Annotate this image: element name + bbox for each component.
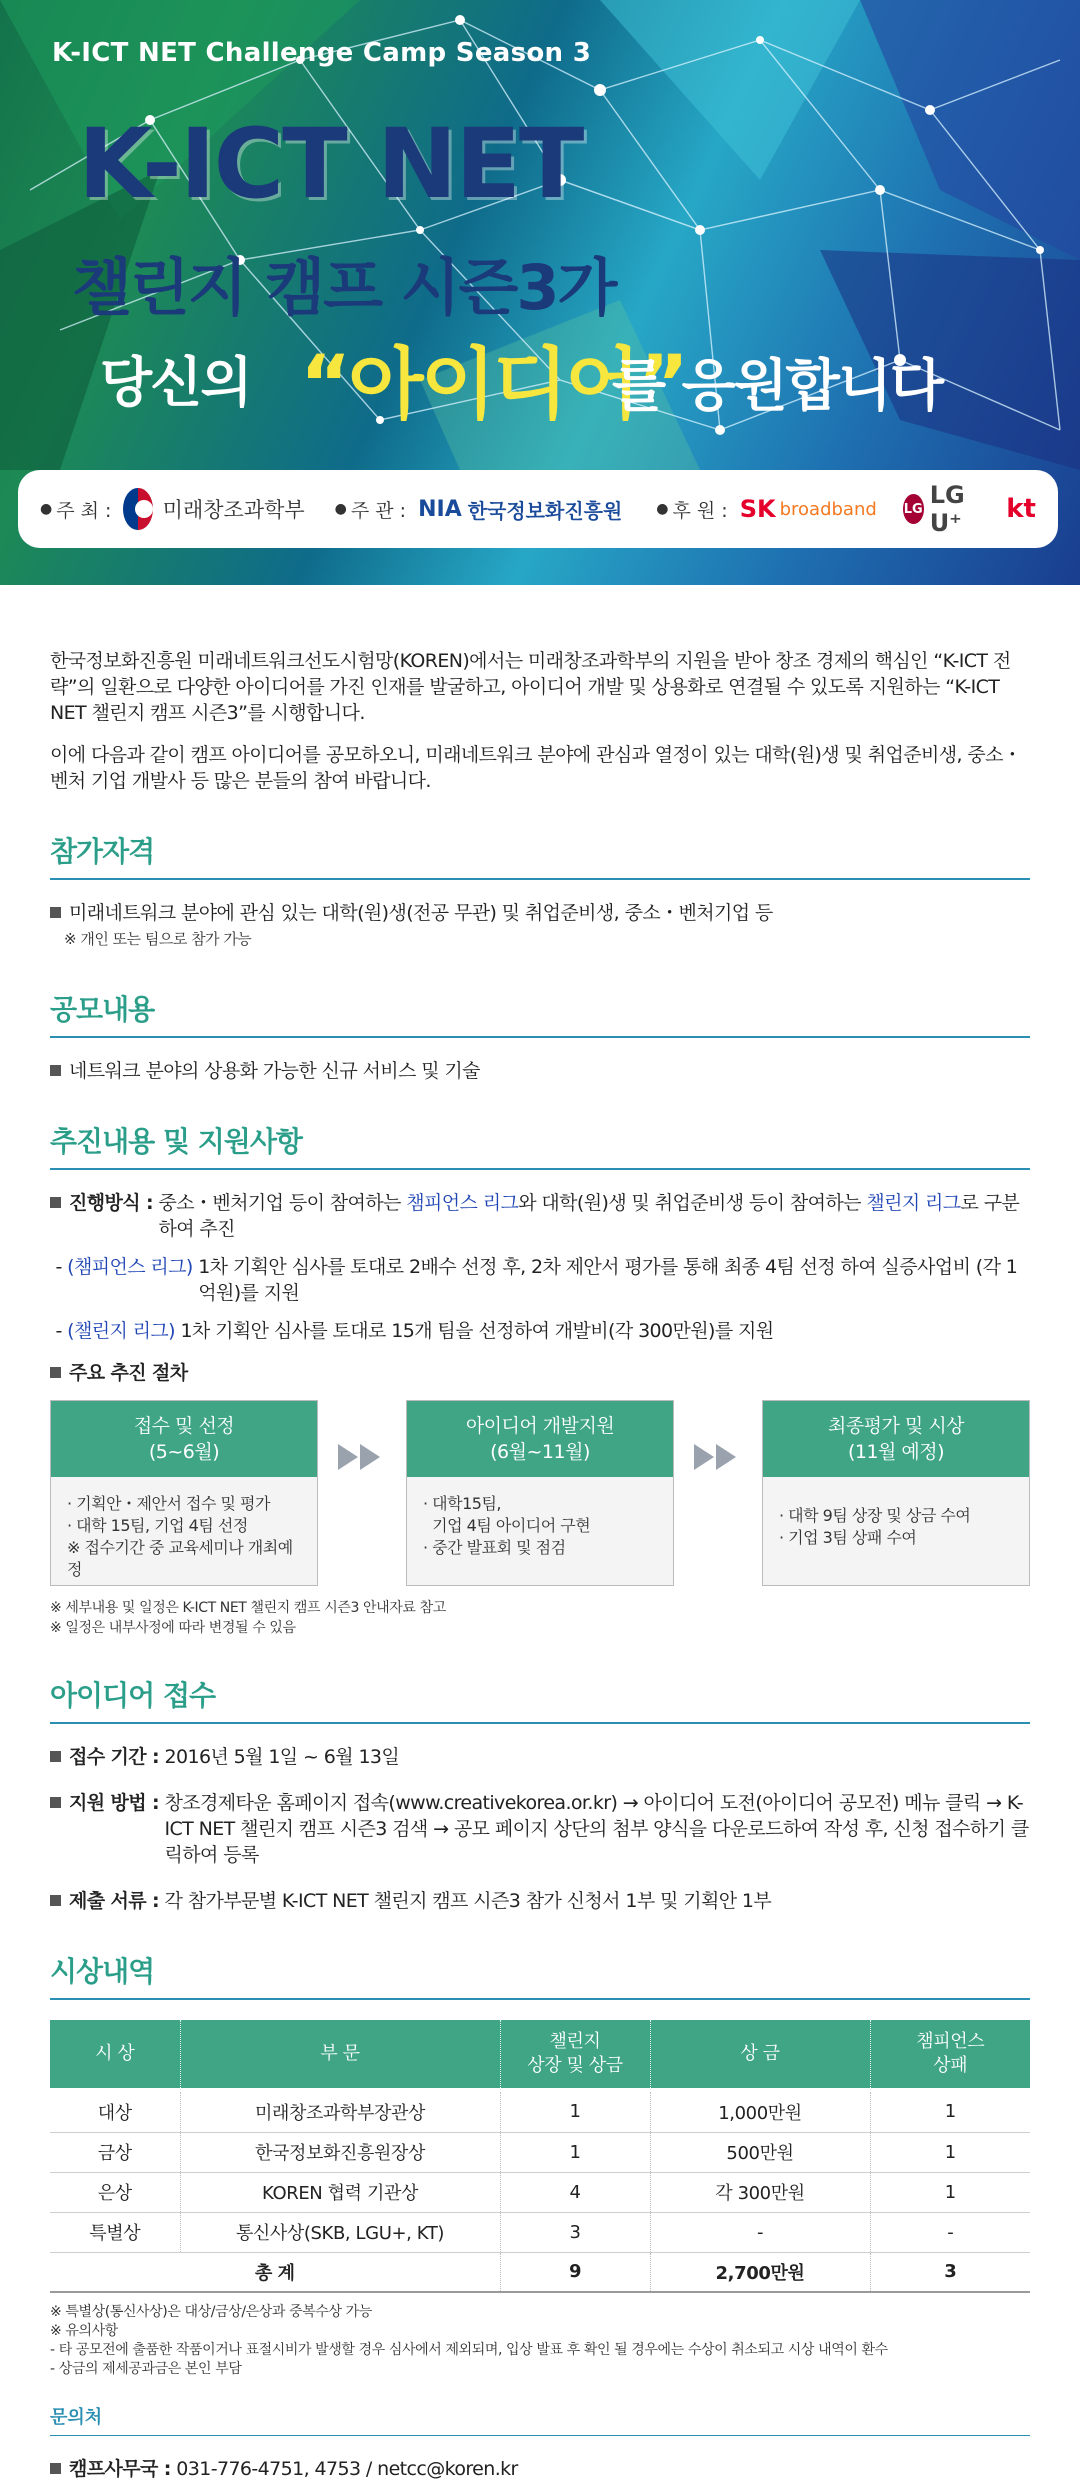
apply-method-text: 창조경제타운 홈페이지 접속(www.creativekorea.or.kr) → 아이디어 도전(아이디어 공모전) 메뉴 클릭 → K-ICT NET 챌린지 캠프 시즌3 검색 → 공모 페이지 상단의 첨부 양식을 다운로드하여 작성 후, 신청 접수하기 클릭하여 등록 [164, 1792, 1029, 1866]
organizer-name: 한국정보화진흥원 [467, 498, 623, 523]
table-cell: 특별상 [50, 2212, 180, 2252]
hero-title: K-ICT NET [78, 108, 583, 220]
table-cell: 미래창조과학부장관상 [180, 2092, 500, 2132]
square-bullet-icon [50, 2463, 61, 2474]
footnote: - 상금의 제세공과금은 본인 부담 [50, 2361, 242, 2377]
table-cell: 한국정보화진흥원장상 [180, 2132, 500, 2172]
table-cell: 3 [500, 2212, 650, 2252]
square-bullet-icon [50, 1367, 61, 1378]
total-label: 총 계 [50, 2252, 500, 2292]
steps-heading: 주요 추진 절차 [50, 1360, 1030, 1386]
section-title: 공모내용 [50, 988, 1030, 1038]
table-cell: 4 [500, 2172, 650, 2212]
government-emblem-icon [123, 488, 152, 530]
table-header-row [50, 2020, 1030, 2088]
schedule-note: ※ 세부내용 및 일정은 K-ICT NET 챌린지 캠프 시즌3 안내자료 참고 [50, 1600, 446, 1616]
table-header: 부 문 [180, 2020, 500, 2088]
season-label: K-ICT NET Challenge Camp Season 3 [52, 38, 592, 68]
awards-section [50, 1950, 1030, 2379]
section-title: 참가자격 [50, 830, 1030, 880]
progress-section [50, 1120, 1030, 1638]
method-item [50, 1190, 1030, 1242]
step-line: · 대학 15팀, 기업 4팀 선정 [67, 1516, 248, 1535]
challenge-text: 1차 기획안 심사를 토대로 15개 팀을 선정하여 개발비(각 300만원)를 지원 [180, 1320, 774, 1342]
table-cell: 금상 [50, 2132, 180, 2172]
contact-title: 문의처 [50, 2403, 1030, 2436]
contest-section [50, 988, 1030, 1084]
step-title: 최종평가 및 시상 [827, 1415, 965, 1437]
table-cell: 1 [500, 2092, 650, 2132]
square-bullet-icon [50, 1895, 61, 1906]
lg-uplus-name: LG U⁺ [929, 481, 965, 537]
table-cell: 3 [870, 2252, 1030, 2292]
table-cell: 1,000만원 [650, 2092, 870, 2132]
square-bullet-icon [50, 1751, 61, 1762]
apply-section [50, 1674, 1030, 1914]
eligibility-section [50, 830, 1030, 952]
table-cell: 1 [500, 2132, 650, 2172]
table-row [50, 2212, 1030, 2252]
host-label: 주 최 : [56, 499, 112, 522]
method-text: 중소・벤처기업 등이 참여하는 챔피언스 리그와 대학(원)생 및 취업준비생 등이 참여하는 챌린지 리그로 구분하여 추진 [158, 1192, 1020, 1240]
method-label: 진행방식 : [69, 1192, 154, 1214]
table-header: 챔피언스 상패 [870, 2020, 1030, 2088]
awards-table [50, 2020, 1030, 2293]
table-cell: 9 [500, 2252, 650, 2292]
table-total-row [50, 2252, 1030, 2292]
step-period: (5~6월) [148, 1441, 220, 1463]
hero-subtitle: 챌린지 캠프 시즌3가 [72, 251, 616, 324]
step-line: · 대학15팀, [423, 1494, 501, 1513]
table-cell: 대상 [50, 2092, 180, 2132]
hero-tagline-prefix: 당신의 [100, 351, 251, 414]
table-cell: 2,700만원 [650, 2252, 870, 2292]
footnote: ※ 유의사항 [50, 2323, 118, 2339]
intro-paragraph: 이에 다음과 같이 캠프 아이디어를 공모하오니, 미래네트워크 분야에 관심과 열정이 있는 대학(원)생 및 취업준비생, 중소・벤처 기업 개발사 등 많은 분들의 참여 바랍니다. [50, 744, 1022, 792]
hero-tagline-suffix: 를 응원합니다 [612, 354, 943, 419]
step-period: (11월 예정) [847, 1441, 945, 1463]
process-flow [50, 1400, 1030, 1586]
nia-logo: NIA [418, 496, 462, 522]
awards-footnotes [50, 2303, 1030, 2379]
champions-text: 1차 기획안 심사를 토대로 2배수 선정 후, 2차 제안서 평가를 통해 최종 4팀 선정 하여 실증사업비 (각 1억원)를 지원 [198, 1256, 1018, 1304]
challenge-item: - (챌린지 리그) 1차 기획안 심사를 토대로 15개 팀을 선정하여 개발비(각 300만원)를 지원 [50, 1318, 1030, 1344]
sk-logo: SK [739, 495, 776, 523]
bullet-dot: ● [334, 501, 347, 517]
section-title: 아이디어 접수 [50, 1674, 1030, 1724]
table-cell: - [870, 2212, 1030, 2252]
hero-banner [0, 0, 1080, 585]
table-header: 챌린지 상장 및 상금 [500, 2020, 650, 2088]
intro-paragraph: 한국정보화진흥원 미래네트워크선도시험망(KOREN)에서는 미래창조과학부의 지원을 받아 창조 경제의 핵심인 “K-ICT 전략”의 일환으로 다양한 아이디어를 가진 인재를 발굴하고, 아이디어 개발 및 상용화로 연결될 수 있도록 지원하는 “K-ICT NET 챌린지 캠프 시즌3”를 시행합니다. [50, 650, 1011, 724]
main-content [50, 648, 1030, 2482]
square-bullet-icon [50, 1197, 61, 1208]
contest-item [50, 1058, 1030, 1084]
contest-text: 네트워크 분야의 상용화 가능한 신규 서비스 및 기술 [69, 1060, 480, 1082]
schedule-note: ※ 일정은 내부사정에 따라 변경될 수 있음 [50, 1620, 296, 1636]
table-row [50, 2092, 1030, 2132]
footnote: - 타 공모전에 출품한 작품이거나 표절시비가 발생할 경우 심사에서 제외되며, 입상 발표 후 확인 될 경우에는 수상이 취소되고 시상 내역이 환수 [50, 2342, 888, 2358]
bullet-dot: ● [40, 501, 53, 517]
eligibility-text: 미래네트워크 분야에 관심 있는 대학(원)생(전공 무관) 및 취업준비생, 중소・벤처기업 등 [69, 902, 773, 924]
step-line: · 기업 3팀 상패 수여 [779, 1528, 917, 1547]
apply-period: 접수 기간 : 2016년 5월 1일 ~ 6월 13일 [50, 1744, 1030, 1770]
table-cell: 1 [870, 2172, 1030, 2212]
step-line: · 기획안・제안서 접수 및 평가 [67, 1494, 270, 1513]
table-cell: 통신사상(SKB, LGU+, KT) [180, 2212, 500, 2252]
footnote: ※ 특별상(통신사상)은 대상/금상/은상과 중복수상 가능 [50, 2304, 372, 2320]
organizer-label: 주 관 : [350, 499, 407, 522]
kt-logo: kt [1006, 494, 1036, 524]
support-label: 후 원 : [672, 499, 728, 522]
section-title: 추진내용 및 지원사항 [50, 1120, 1030, 1170]
section-title: 시상내역 [50, 1950, 1030, 2000]
host-name: 미래창조과학부 [162, 498, 305, 522]
table-cell: 은상 [50, 2172, 180, 2212]
table-cell: 각 300만원 [650, 2172, 870, 2212]
challenge-league-label: 챌린지 리그 [866, 1192, 961, 1214]
apply-docs: 제출 서류 : 각 참가부문별 K-ICT NET 챌린지 캠프 시즌3 참가 신청서 1부 및 기획안 1부 [50, 1888, 1030, 1914]
sk-broadband-name: broadband [779, 498, 877, 520]
step-box [406, 1400, 674, 1586]
lg-logo-icon: LG [903, 494, 924, 524]
table-row [50, 2132, 1030, 2172]
contact-section [50, 2403, 1030, 2482]
double-arrow-icon [674, 1400, 762, 1514]
step-line: 기업 4팀 아이디어 구현 [423, 1516, 591, 1535]
square-bullet-icon [50, 907, 61, 918]
champions-item: - (챔피언스 리그) 1차 기획안 심사를 토대로 2배수 선정 후, 2차 제안서 평가를 통해 최종 4팀 선정 하여 실증사업비 (각 1억원)를 지원 [50, 1254, 1030, 1306]
table-cell: KOREN 협력 기관상 [180, 2172, 500, 2212]
champions-label: (챔피언스 리그) [67, 1256, 193, 1278]
step-title: 접수 및 선정 [133, 1415, 235, 1437]
step-line: ※ 접수기간 중 교육세미나 개최예정 [67, 1538, 293, 1579]
schedule-notes [50, 1598, 1030, 1638]
table-header: 상 금 [650, 2020, 870, 2088]
champions-league-label: 챔피언스 리그 [406, 1192, 519, 1214]
step-period: (6월~11월) [490, 1441, 590, 1463]
sponsor-bar [18, 470, 1058, 548]
eligibility-note: ※ 개인 또는 팀으로 참가 가능 [64, 930, 252, 948]
table-row [50, 2172, 1030, 2212]
double-arrow-icon [318, 1400, 406, 1514]
hero-tagline-highlight: “아이디어” [300, 340, 686, 430]
bullet-dot: ● [656, 501, 669, 517]
square-bullet-icon [50, 1065, 61, 1076]
table-cell: - [650, 2212, 870, 2252]
challenge-label: (챌린지 리그) [67, 1320, 175, 1342]
step-box [50, 1400, 318, 1586]
eligibility-item [50, 900, 1030, 952]
step-title: 아이디어 개발지원 [465, 1415, 615, 1437]
step-line: · 대학 9팀 상장 및 상금 수여 [779, 1506, 971, 1525]
step-line: · 중간 발표회 및 점검 [423, 1538, 566, 1557]
contact-item: 캠프사무국 : 031-776-4751, 4753 / netcc@koren.kr [50, 2456, 1030, 2482]
table-cell: 500만원 [650, 2132, 870, 2172]
table-header: 시 상 [50, 2020, 180, 2088]
apply-method: 지원 방법 : 창조경제타운 홈페이지 접속(www.creativekorea.or.kr) → 아이디어 도전(아이디어 공모전) 메뉴 클릭 → K-ICT NET 챌린지 캠프 시즌3 검색 → 공모 페이지 상단의 첨부 양식을 다운로드하여 작성 후, 신청 접수하기 클릭하여 등록 [50, 1790, 1030, 1868]
contact-info: 031-776-4751, 4753 / netcc@koren.kr [170, 2458, 518, 2480]
step-box [762, 1400, 1030, 1586]
square-bullet-icon [50, 1797, 61, 1808]
table-cell: 1 [870, 2132, 1030, 2172]
table-cell: 1 [870, 2092, 1030, 2132]
